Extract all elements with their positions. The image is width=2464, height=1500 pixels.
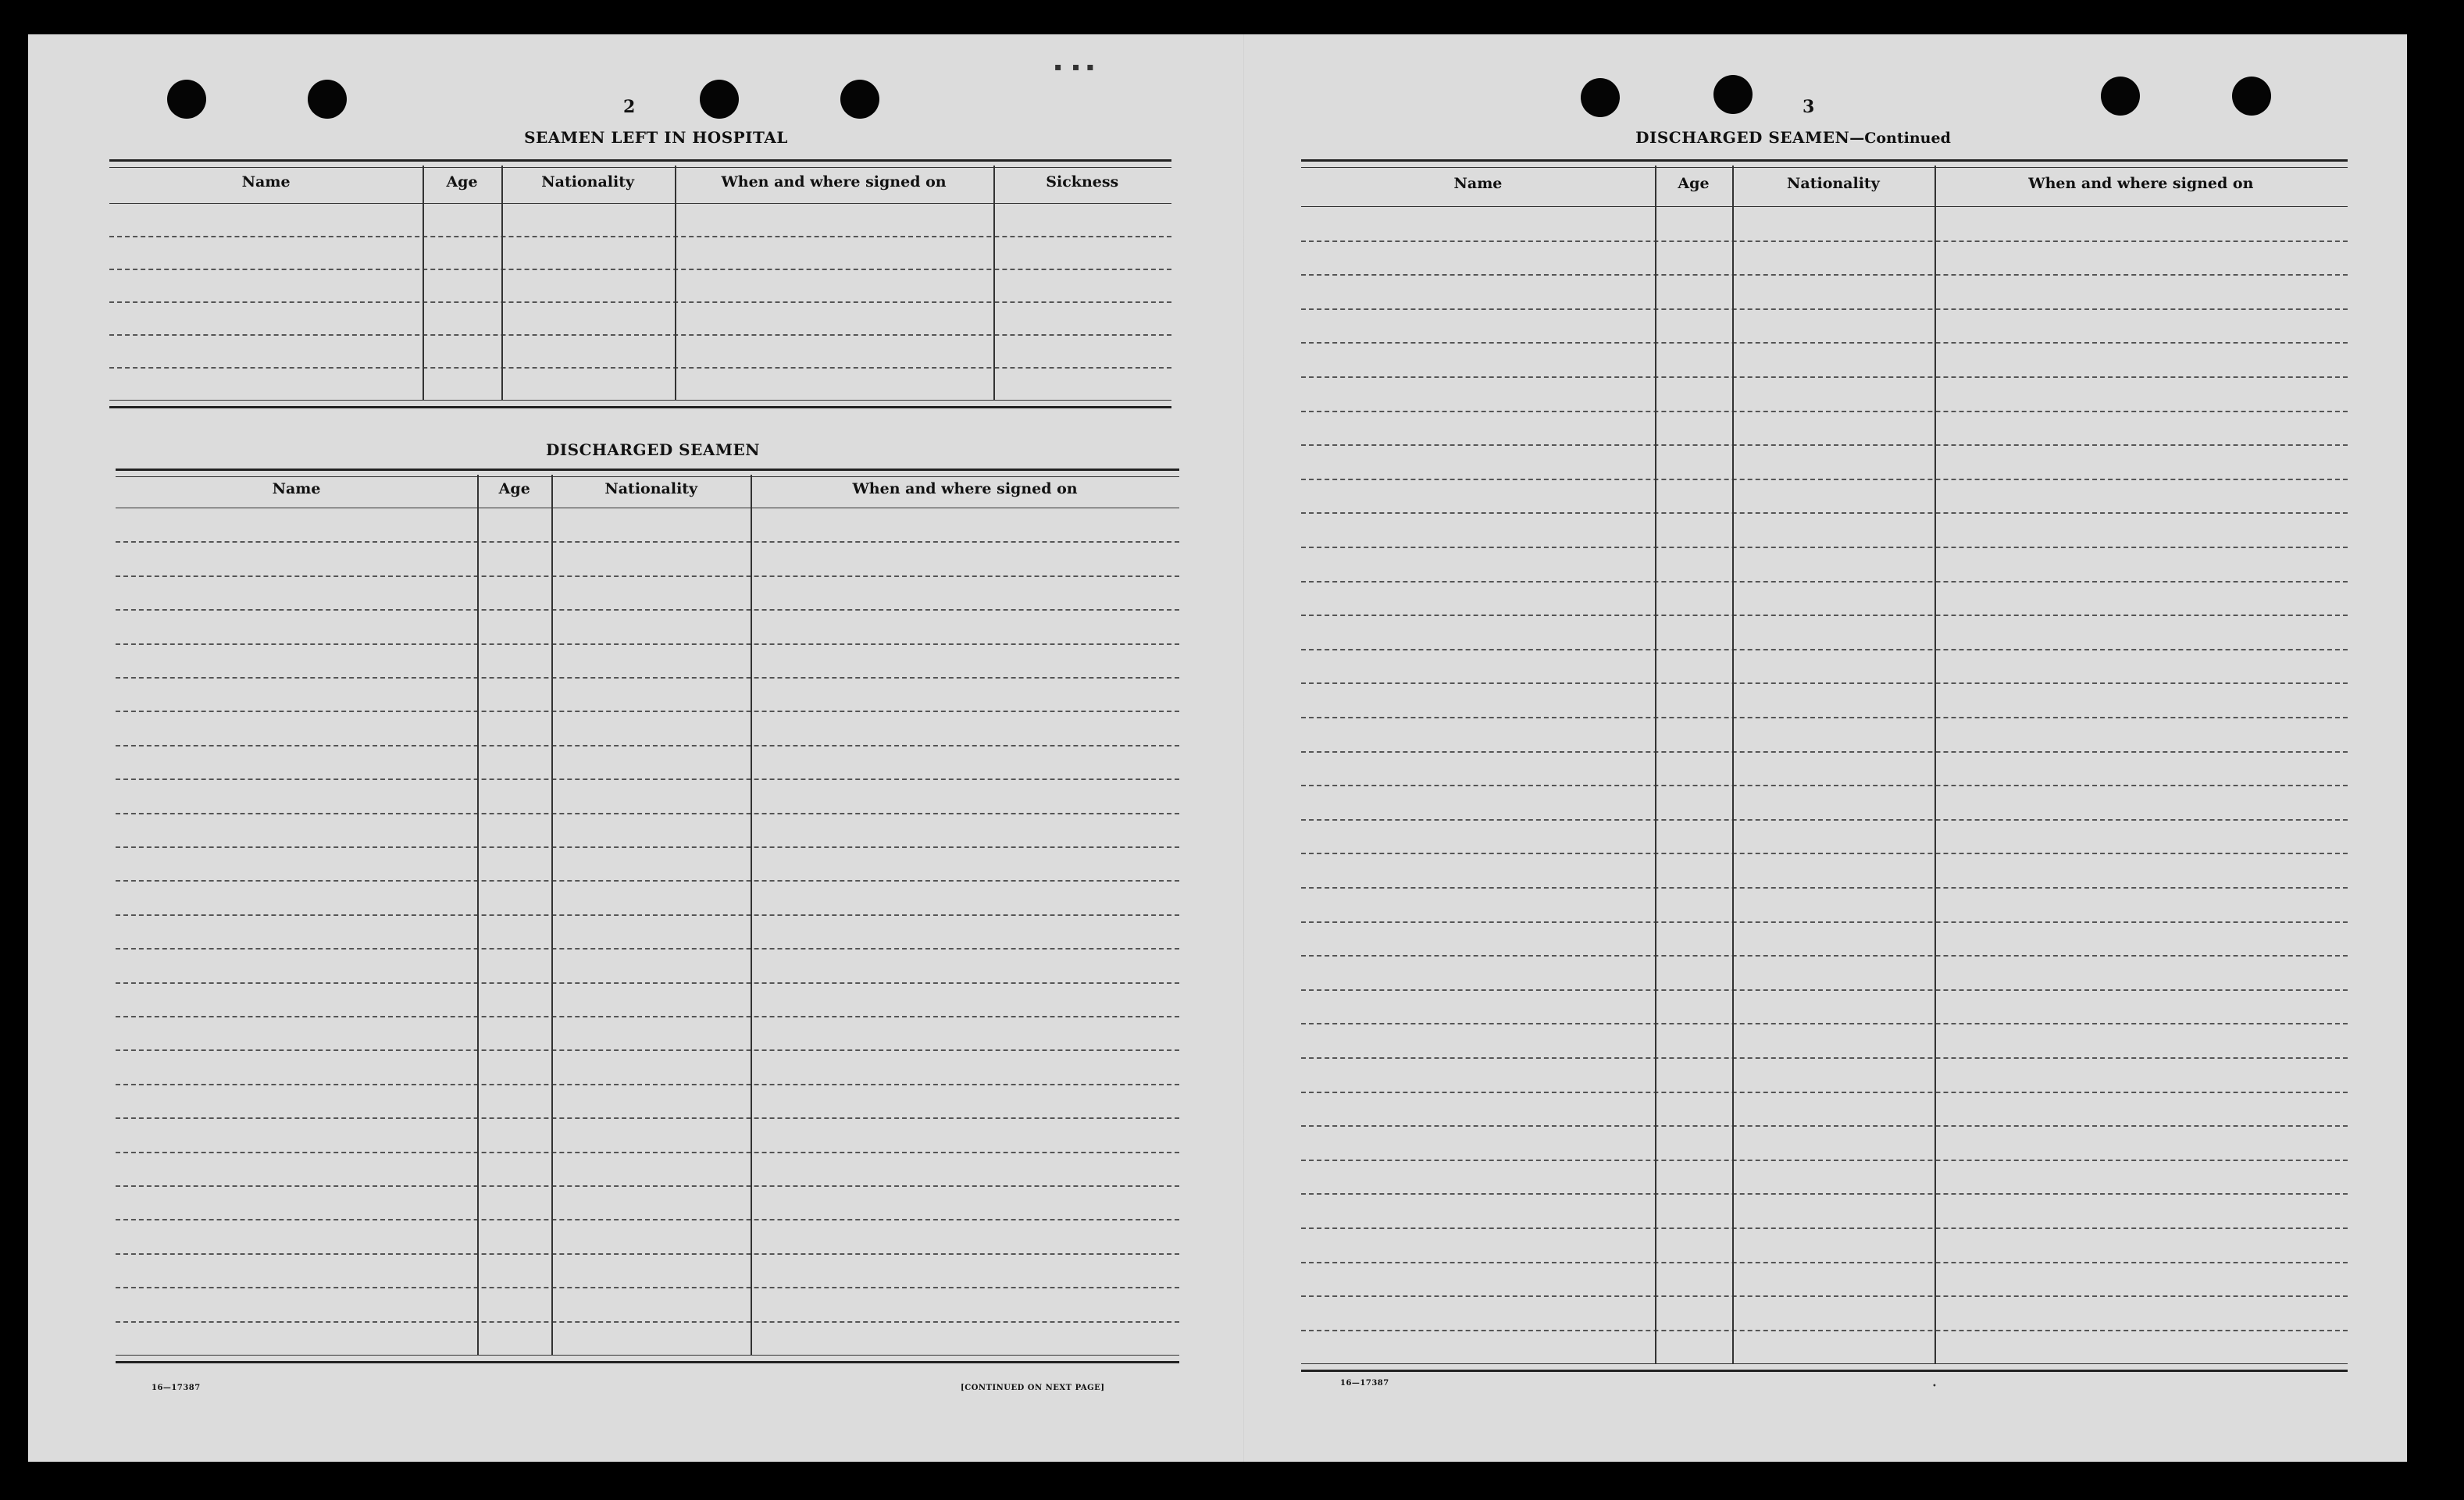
table-row	[1301, 1125, 2348, 1127]
scan-mark: •	[1932, 1382, 1937, 1391]
table-row	[116, 846, 1179, 848]
table-row	[109, 334, 1171, 336]
table-bottom-rule	[116, 1355, 1179, 1363]
table-row	[116, 711, 1179, 712]
table-row	[1301, 274, 2348, 276]
discharged-title-main: DISCHARGED SEAMEN	[1635, 128, 1850, 147]
column-header: When and where signed on	[852, 480, 1078, 497]
scan-mark: ▪ ▪ ▪	[1054, 61, 1094, 73]
table-row	[1301, 1262, 2348, 1263]
table-row	[116, 1253, 1179, 1255]
table-row	[1301, 615, 2348, 616]
column-header: Name	[272, 480, 321, 497]
column-divider	[551, 475, 553, 1355]
table-row	[116, 1185, 1179, 1187]
table-row	[116, 813, 1179, 814]
column-divider	[477, 475, 479, 1355]
table-bottom-rule	[109, 400, 1171, 408]
discharged-section-title-left: DISCHARGED SEAMEN	[545, 440, 761, 459]
table-row	[116, 1084, 1179, 1085]
table-row	[116, 880, 1179, 882]
hospital-table	[109, 159, 1171, 456]
table-row	[1301, 1092, 2348, 1093]
column-header: Age	[498, 480, 530, 497]
column-divider	[993, 166, 995, 400]
table-row	[116, 779, 1179, 780]
column-header: Name	[1453, 175, 1503, 192]
punch-hole	[167, 80, 206, 119]
table-row	[116, 1049, 1179, 1051]
table-row	[116, 541, 1179, 543]
table-row	[116, 745, 1179, 746]
column-header: Nationality	[604, 480, 698, 497]
table-row	[1301, 411, 2348, 412]
table-row	[1301, 785, 2348, 786]
table-row	[1301, 921, 2348, 923]
table-row	[116, 1152, 1179, 1153]
table-row	[1301, 512, 2348, 514]
table-top-rule	[1301, 159, 2348, 168]
discharged-table-right	[1301, 159, 2348, 1374]
table-row	[116, 982, 1179, 984]
column-header: Age	[1678, 175, 1710, 192]
table-row	[1301, 1023, 2348, 1024]
table-row	[116, 1219, 1179, 1220]
column-divider	[751, 475, 752, 1355]
punch-hole	[840, 80, 879, 119]
table-row	[1301, 989, 2348, 991]
page-number-left: 2	[623, 97, 636, 117]
column-divider	[1934, 166, 1936, 1363]
table-row	[1301, 751, 2348, 753]
discharged-section-title-right	[1551, 128, 2035, 147]
table-row	[1301, 819, 2348, 821]
form-code-right: 16—17387	[1340, 1379, 1389, 1388]
table-row	[116, 914, 1179, 916]
table-row	[109, 367, 1171, 369]
table-row	[109, 301, 1171, 303]
column-header: When and where signed on	[2028, 175, 2254, 192]
table-row	[116, 575, 1179, 577]
column-divider	[423, 166, 424, 400]
table-row	[1301, 444, 2348, 446]
table-row	[1301, 581, 2348, 583]
table-top-rule	[116, 469, 1179, 477]
table-row	[1301, 955, 2348, 957]
table-row	[1301, 717, 2348, 718]
table-row	[116, 1321, 1179, 1323]
document-sheet	[28, 34, 2407, 1462]
column-divider	[1655, 166, 1656, 1363]
table-row	[116, 1016, 1179, 1017]
column-divider	[675, 166, 676, 400]
page-fold	[1243, 34, 1244, 1462]
table-row	[1301, 1057, 2348, 1059]
column-divider	[501, 166, 503, 400]
column-header: Sickness	[1046, 173, 1119, 191]
table-bottom-rule	[1301, 1363, 2348, 1372]
table-row	[116, 1287, 1179, 1288]
table-row	[1301, 853, 2348, 854]
table-top-rule	[109, 159, 1171, 168]
hospital-section-title: SEAMEN LEFT IN HOSPITAL	[524, 128, 788, 147]
table-row	[116, 1117, 1179, 1119]
punch-hole	[1713, 75, 1753, 114]
table-header-rule	[109, 203, 1171, 204]
punch-hole	[308, 80, 347, 119]
column-header: Nationality	[541, 173, 635, 191]
table-row	[1301, 887, 2348, 889]
table-row	[1301, 1295, 2348, 1297]
punch-hole	[2101, 77, 2140, 116]
table-row	[1301, 1160, 2348, 1161]
table-row	[116, 948, 1179, 950]
table-row	[109, 269, 1171, 270]
table-row	[1301, 547, 2348, 548]
table-row	[1301, 1227, 2348, 1229]
column-header: When and where signed on	[721, 173, 947, 191]
discharged-table-left	[116, 469, 1179, 1384]
punch-hole	[2232, 77, 2271, 116]
table-row	[1301, 240, 2348, 242]
table-header-rule	[1301, 206, 2348, 207]
discharged-title-continued: —Continued	[1849, 130, 1951, 147]
table-row	[1301, 1193, 2348, 1195]
table-row	[1301, 479, 2348, 480]
table-row	[1301, 376, 2348, 378]
page-number-right: 3	[1803, 97, 1815, 117]
form-code-left: 16—17387	[152, 1384, 201, 1392]
table-row	[109, 236, 1171, 237]
table-row	[116, 643, 1179, 645]
punch-hole	[700, 80, 739, 119]
table-row	[116, 677, 1179, 679]
punch-hole	[1581, 78, 1620, 117]
column-header: Name	[241, 173, 291, 191]
table-row	[116, 609, 1179, 611]
table-row	[1301, 1330, 2348, 1331]
column-divider	[1732, 166, 1734, 1363]
column-header: Age	[446, 173, 478, 191]
column-header: Nationality	[1787, 175, 1880, 192]
table-row	[1301, 308, 2348, 310]
continued-note: [CONTINUED ON NEXT PAGE]	[961, 1384, 1105, 1392]
table-row	[1301, 649, 2348, 650]
table-row	[1301, 342, 2348, 344]
table-row	[1301, 682, 2348, 684]
